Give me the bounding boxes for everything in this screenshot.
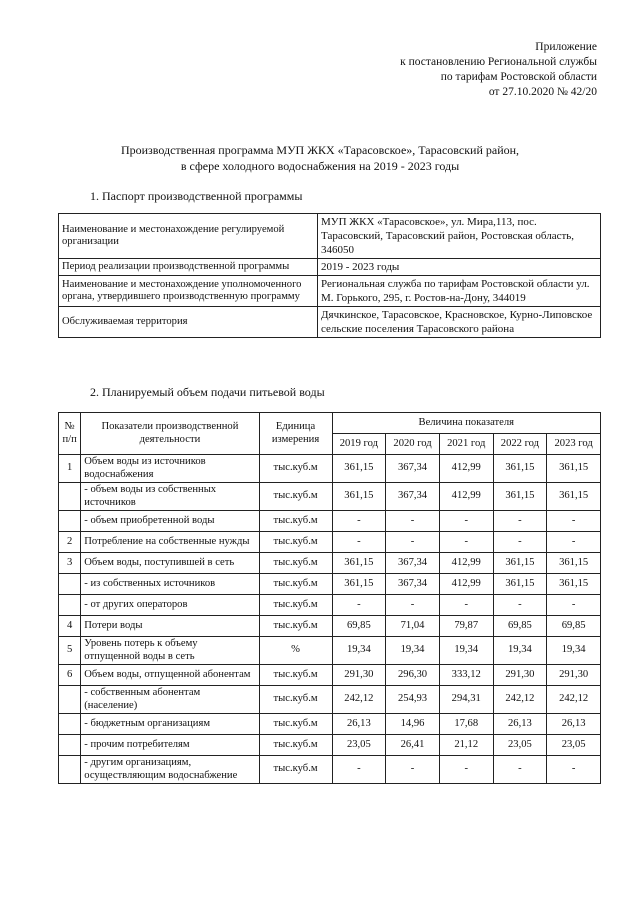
table-header-row: [59, 413, 601, 434]
row-value: 367,34: [386, 455, 440, 483]
row-indicator: Объем воды из источников водоснабжения: [81, 455, 259, 483]
header-year: 2019 год: [332, 434, 386, 455]
row-value: 23,05: [332, 735, 386, 756]
row-value: -: [439, 511, 493, 532]
row-unit: тыс.куб.м: [259, 455, 332, 483]
row-indicator: - от других операторов: [81, 595, 259, 616]
row-value: 79,87: [439, 616, 493, 637]
passport-row: [59, 259, 601, 276]
row-value: 361,15: [547, 455, 601, 483]
row-value: 412,99: [439, 455, 493, 483]
row-indicator: Объем воды, поступившей в сеть: [81, 553, 259, 574]
title-line-2: в сфере холодного водоснабжения на 2019 - 2023 годы: [180, 159, 460, 173]
row-indicator: Потребление на собственные нужды: [81, 532, 259, 553]
row-value: -: [547, 511, 601, 532]
row-value: 333,12: [439, 665, 493, 686]
header-year: 2022 год: [493, 434, 547, 455]
table-row: [59, 553, 601, 574]
row-value: 361,15: [493, 455, 547, 483]
table-row: [59, 616, 601, 637]
header-year: 2021 год: [439, 434, 493, 455]
row-value: 69,85: [547, 616, 601, 637]
row-value: 367,34: [386, 553, 440, 574]
row-number: 4: [59, 616, 81, 637]
table-row: [59, 714, 601, 735]
row-unit: тыс.куб.м: [259, 735, 332, 756]
row-value: 361,15: [547, 574, 601, 595]
row-indicator: Потери воды: [81, 616, 259, 637]
passport-row: [59, 214, 601, 259]
row-unit: %: [259, 637, 332, 665]
row-value: 361,15: [332, 574, 386, 595]
row-value: 296,30: [386, 665, 440, 686]
row-value: 26,13: [332, 714, 386, 735]
passport-value: Дячкинское, Тарасовское, Красновское, Курно-Липовское сельские поселения Тарасовского района: [318, 307, 601, 338]
row-indicator: Уровень потерь к объему отпущенной воды в сеть: [81, 637, 259, 665]
row-value: -: [493, 511, 547, 532]
row-value: 69,85: [493, 616, 547, 637]
row-value: 361,15: [332, 483, 386, 511]
row-indicator: - другим организациям, осуществляющим водоснабжение: [81, 756, 259, 784]
row-value: -: [493, 595, 547, 616]
appendix-header: [400, 40, 597, 100]
row-value: 26,41: [386, 735, 440, 756]
section-2-heading: 2. Планируемый объем подачи питьевой воды: [90, 385, 325, 399]
table-row: [59, 735, 601, 756]
row-value: 19,34: [439, 637, 493, 665]
row-value: 242,12: [332, 686, 386, 714]
row-indicator: - прочим потребителям: [81, 735, 259, 756]
header-indicator: Показатели производственной деятельности: [81, 413, 259, 455]
passport-row: [59, 276, 601, 307]
row-indicator: - объем воды из собственных источников: [81, 483, 259, 511]
table-row: [59, 511, 601, 532]
row-value: -: [493, 756, 547, 784]
passport-key: Период реализации производственной программы: [59, 259, 318, 276]
row-unit: тыс.куб.м: [259, 532, 332, 553]
appendix-line: к постановлению Региональной службы: [400, 56, 597, 68]
row-value: -: [386, 756, 440, 784]
row-value: 26,13: [493, 714, 547, 735]
row-number: [59, 756, 81, 784]
row-value: -: [386, 595, 440, 616]
row-value: 19,34: [386, 637, 440, 665]
table-row: [59, 595, 601, 616]
row-value: 26,13: [547, 714, 601, 735]
row-value: 412,99: [439, 574, 493, 595]
header-num: № п/п: [59, 413, 81, 455]
row-value: 19,34: [493, 637, 547, 665]
row-value: 19,34: [547, 637, 601, 665]
row-value: -: [386, 511, 440, 532]
row-value: 242,12: [547, 686, 601, 714]
passport-key: Наименование и местонахождение регулируемой организации: [59, 214, 318, 259]
row-value: 361,15: [493, 553, 547, 574]
appendix-line: от 27.10.2020 № 42/20: [488, 86, 597, 98]
row-value: 294,31: [439, 686, 493, 714]
row-value: 14,96: [386, 714, 440, 735]
table-row: [59, 686, 601, 714]
row-value: -: [332, 756, 386, 784]
row-value: -: [332, 595, 386, 616]
passport-value: 2019 - 2023 годы: [318, 259, 601, 276]
row-number: 2: [59, 532, 81, 553]
passport-row: [59, 307, 601, 338]
row-value: 361,15: [332, 553, 386, 574]
row-value: -: [439, 595, 493, 616]
passport-table: [58, 213, 601, 338]
section-1-heading: 1. Паспорт производственной программы: [90, 189, 303, 203]
header-year: 2023 год: [547, 434, 601, 455]
row-value: 23,05: [493, 735, 547, 756]
row-value: 19,34: [332, 637, 386, 665]
table-row: [59, 574, 601, 595]
row-value: 361,15: [493, 483, 547, 511]
row-number: 3: [59, 553, 81, 574]
row-value: 412,99: [439, 553, 493, 574]
row-unit: тыс.куб.м: [259, 574, 332, 595]
table-row: [59, 455, 601, 483]
row-unit: тыс.куб.м: [259, 483, 332, 511]
row-value: -: [439, 532, 493, 553]
row-value: 412,99: [439, 483, 493, 511]
row-value: 367,34: [386, 574, 440, 595]
row-number: [59, 574, 81, 595]
row-unit: тыс.куб.м: [259, 511, 332, 532]
row-value: -: [547, 595, 601, 616]
table-row: [59, 637, 601, 665]
row-value: 361,15: [547, 483, 601, 511]
table-row: [59, 483, 601, 511]
row-unit: тыс.куб.м: [259, 714, 332, 735]
row-value: -: [332, 532, 386, 553]
header-year: 2020 год: [386, 434, 440, 455]
row-indicator: - объем приобретенной воды: [81, 511, 259, 532]
table-row: [59, 665, 601, 686]
row-value: -: [332, 511, 386, 532]
row-value: 23,05: [547, 735, 601, 756]
row-number: [59, 735, 81, 756]
row-number: [59, 595, 81, 616]
row-value: -: [439, 756, 493, 784]
passport-value: Региональная служба по тарифам Ростовской области ул. М. Горького, 295, г. Ростов-на-Дону, 344019: [318, 276, 601, 307]
row-indicator: - собственным абонентам (население): [81, 686, 259, 714]
row-value: 291,30: [547, 665, 601, 686]
row-value: 361,15: [332, 455, 386, 483]
row-value: -: [386, 532, 440, 553]
row-indicator: Объем воды, отпущенной абонентам: [81, 665, 259, 686]
row-value: -: [493, 532, 547, 553]
row-value: 361,15: [547, 553, 601, 574]
header-unit: Единица измерения: [259, 413, 332, 455]
row-indicator: - из собственных источников: [81, 574, 259, 595]
document-title: [0, 142, 640, 174]
table-row: [59, 756, 601, 784]
row-number: [59, 686, 81, 714]
appendix-line: Приложение: [535, 41, 597, 53]
water-supply-table: [58, 412, 601, 784]
row-value: 291,30: [493, 665, 547, 686]
row-value: 69,85: [332, 616, 386, 637]
row-number: [59, 511, 81, 532]
passport-key: Наименование и местонахождение уполномоченного органа, утвердившего производственную программу: [59, 276, 318, 307]
appendix-line: по тарифам Ростовской области: [440, 71, 597, 83]
row-value: 71,04: [386, 616, 440, 637]
row-value: 17,68: [439, 714, 493, 735]
row-value: 367,34: [386, 483, 440, 511]
row-value: -: [547, 532, 601, 553]
passport-key: Обслуживаемая территория: [59, 307, 318, 338]
row-number: [59, 714, 81, 735]
row-number: 5: [59, 637, 81, 665]
row-unit: тыс.куб.м: [259, 616, 332, 637]
row-value: -: [547, 756, 601, 784]
row-number: 6: [59, 665, 81, 686]
row-value: 361,15: [493, 574, 547, 595]
row-value: 254,93: [386, 686, 440, 714]
passport-value: МУП ЖКХ «Тарасовское», ул. Мира,113, пос. Тарасовский, Тарасовский район, Ростовская область, 346050: [318, 214, 601, 259]
row-unit: тыс.куб.м: [259, 756, 332, 784]
row-unit: тыс.куб.м: [259, 595, 332, 616]
row-value: 242,12: [493, 686, 547, 714]
row-value: 291,30: [332, 665, 386, 686]
row-indicator: - бюджетным организациям: [81, 714, 259, 735]
row-unit: тыс.куб.м: [259, 553, 332, 574]
header-value-group: Величина показателя: [332, 413, 600, 434]
row-unit: тыс.куб.м: [259, 665, 332, 686]
row-unit: тыс.куб.м: [259, 686, 332, 714]
title-line-1: Производственная программа МУП ЖКХ «Тарасовское», Тарасовский район,: [120, 143, 520, 157]
row-number: [59, 483, 81, 511]
row-value: 21,12: [439, 735, 493, 756]
table-row: [59, 532, 601, 553]
row-number: 1: [59, 455, 81, 483]
